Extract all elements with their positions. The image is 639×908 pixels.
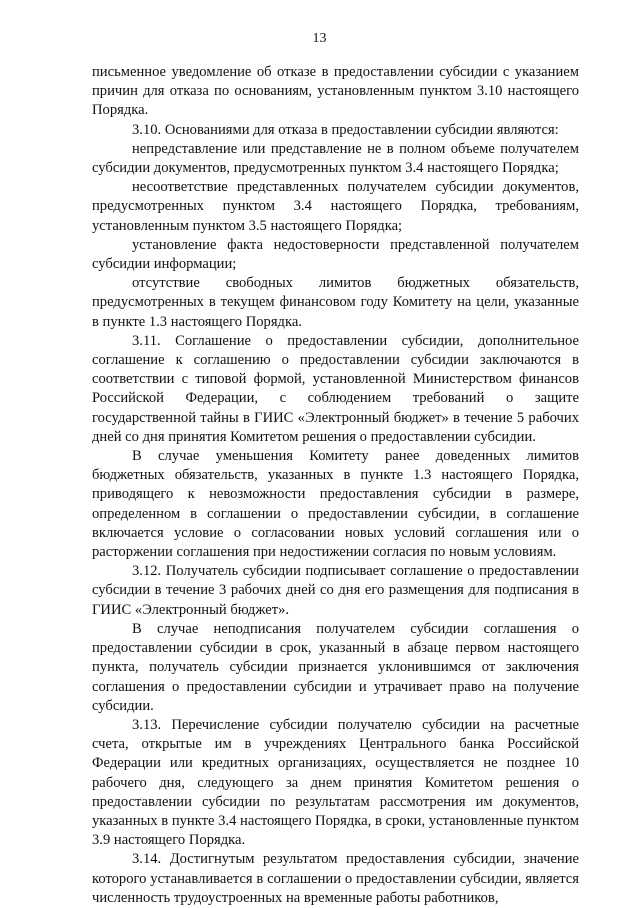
paragraph-ground-unreliable-info: установление факта недостоверности представленной получателем субсидии информации; <box>92 236 579 273</box>
paragraph-3-14-result: 3.14. Достигнутым результатом предоставления субсидии, значение которого устанавливается в соглашении о предоставлении субсидии, является численность трудоустроенных на временные работы работников, <box>92 851 579 906</box>
page-number: 13 <box>312 31 327 46</box>
paragraph-ground-nonsubmission: непредставление или представление не в полном объеме получателем субсидии документов, предусмотренных пунктом 3.4 настоящего Порядка; <box>92 140 579 177</box>
paragraph-ground-nonconformity: несоответствие представленных получателем субсидии документов, предусмотренных пунктом 3.4 настоящего Порядка, требованиям, установленным пунктом 3.5 настоящего Порядка; <box>92 179 579 234</box>
document-body <box>92 63 579 908</box>
paragraph-3-13-transfer: 3.13. Перечисление субсидии получателю субсидии на расчетные счета, открытые им в учреждениях Центрального банка Российской Федерации или кредитных организациях, осуществляется не позднее 10 рабочего дня, следующего за днем принятия Комитетом решения о предоставлении субсидии по результатам рассмотрения им документов, указанных в пункте 3.4 настоящего Порядка, в сроки, установленные пунктом 3.9 настоящего Порядка. <box>92 716 579 849</box>
paragraph-3-12-signing: 3.12. Получатель субсидии подписывает соглашение о предоставлении субсидии в течение 3 рабочих дней со дня его размещения для подписания в ГИИС «Электронный бюджет». <box>92 563 579 618</box>
paragraph-3-11-agreement: 3.11. Соглашение о предоставлении субсидии, дополнительное соглашение к соглашению о предоставлении субсидии заключаются в соответствии с типовой формой, установленной Министерством финансов Российской Федерации, с соблюдением требований о защите государственной тайны в ГИИС «Электронный бюджет» в течение 5 рабочих дней со дня принятия Комитетом решения о предоставлении субсидии. <box>92 332 579 445</box>
paragraph-ground-no-limits: отсутствие свободных лимитов бюджетных обязательств, предусмотренных в текущем финансовом году Комитету на цели, указанные в пункте 1.3 настоящего Порядка. <box>92 275 579 330</box>
paragraph-notice-refusal: письменное уведомление об отказе в предоставлении субсидии с указанием причин для отказа по основаниям, установленным пунктом 3.10 настоящего Порядка. <box>92 64 579 119</box>
paragraph-limits-reduction: В случае уменьшения Комитету ранее доведенных лимитов бюджетных обязательств, указанных в пункте 1.3 настоящего Порядка, приводящего к невозможности предоставления субсидии в размере, определенном в соглашении о предоставлении субсидии, в соглашение включается условие о согласовании новых условий соглашения или о расторжении соглашения при недостижении согласия по новым условиям. <box>92 448 579 561</box>
paragraph-non-signing: В случае неподписания получателем субсидии соглашения о предоставлении субсидии в срок, указанный в абзаце первом настоящего пункта, получатель субсидии признается уклонившимся от заключения соглашения о предоставлении субсидии и утрачивает право на получение субсидии. <box>92 620 579 714</box>
paragraph-3-10-heading: 3.10. Основаниями для отказа в предоставлении субсидии являются: <box>132 121 559 138</box>
